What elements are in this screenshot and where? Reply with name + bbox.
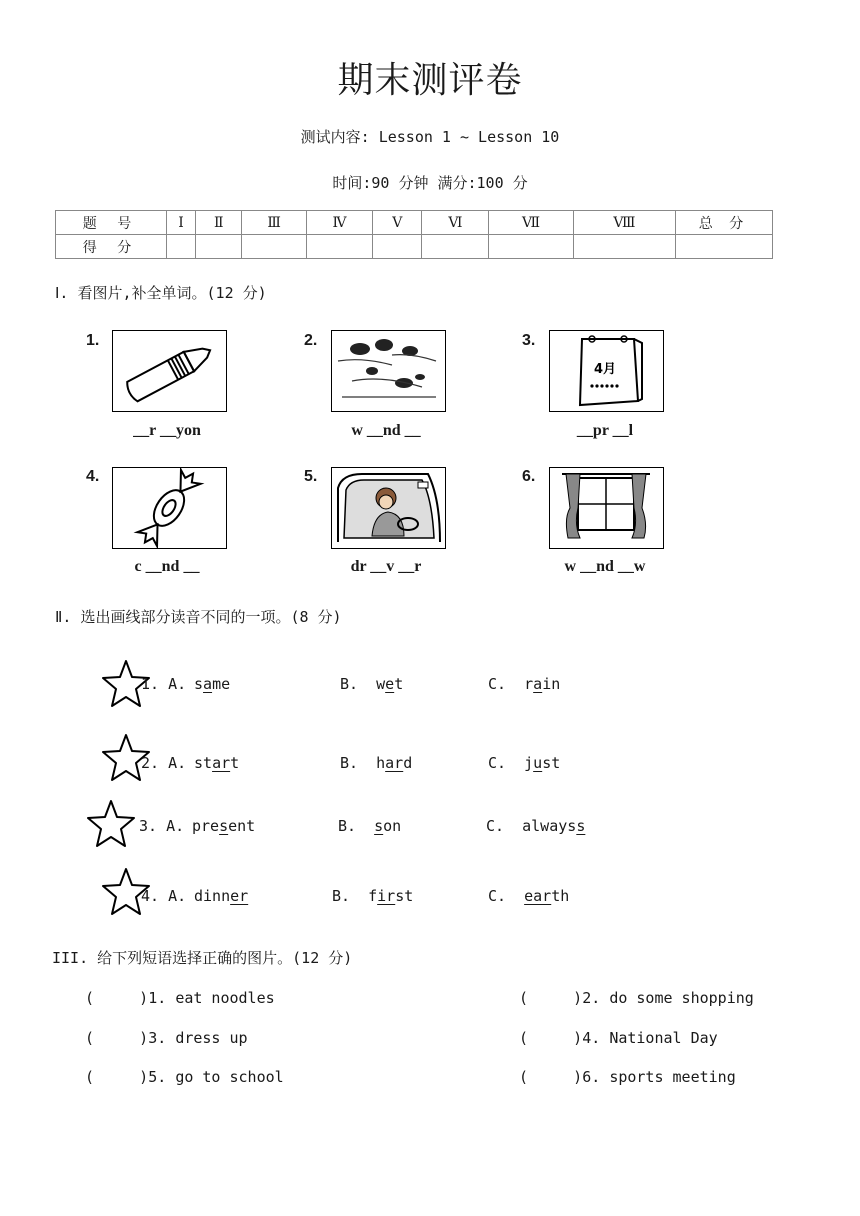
q4-option-a[interactable]: dinner <box>194 887 249 905</box>
col-3: Ⅲ <box>242 211 306 235</box>
header-label: 题 号 <box>56 211 167 235</box>
q4-stem: 4. A. <box>141 887 187 905</box>
q3-option-a[interactable]: present <box>192 817 256 835</box>
item-word: w __nd __w <box>564 558 646 575</box>
calendar-month-text: 4月 <box>594 362 617 377</box>
q3-option-b[interactable]: B. son <box>338 817 402 835</box>
q1-option-a[interactable]: same <box>194 675 231 693</box>
driver-icon <box>332 468 445 548</box>
section-3-heading: III. 给下列短语选择正确的图片。(12 分) <box>52 949 353 967</box>
col-2: Ⅱ <box>195 211 242 235</box>
q1-stem: 1. A. <box>141 675 187 693</box>
score-cell[interactable] <box>306 235 372 259</box>
q3-stem: 3. A. <box>139 817 185 835</box>
score-cell[interactable] <box>676 235 773 259</box>
q2-option-a[interactable]: start <box>194 754 240 772</box>
col-7: Ⅶ <box>489 211 573 235</box>
phrase-item[interactable]: ( )1. eat noodles <box>85 989 275 1007</box>
window-icon <box>550 468 663 548</box>
time-score-line: 时间:90 分钟 满分:100 分 <box>332 174 528 192</box>
score-cell[interactable] <box>195 235 242 259</box>
score-cell[interactable] <box>573 235 675 259</box>
phrase-item[interactable]: ( )5. go to school <box>85 1068 284 1086</box>
q2-stem: 2. A. <box>141 754 187 772</box>
item-word: c __nd __ <box>134 558 200 575</box>
item-number: 3. <box>522 332 536 349</box>
score-cell[interactable] <box>242 235 306 259</box>
section-2-heading: Ⅱ. 选出画线部分读音不同的一项。(8 分) <box>55 608 342 626</box>
score-table-score-row <box>56 235 773 259</box>
q2-option-c[interactable]: C. just <box>488 754 561 772</box>
crayon-icon <box>113 331 226 411</box>
item-word: dr __v __r <box>350 558 422 575</box>
candy-picture <box>112 467 227 549</box>
windy-icon <box>332 331 445 411</box>
score-table-header-row <box>56 211 773 235</box>
item-number: 6. <box>522 468 536 485</box>
q1-option-b[interactable]: B. wet <box>340 675 404 693</box>
col-5: Ⅴ <box>373 211 422 235</box>
item-number: 1. <box>86 332 100 349</box>
score-label: 得 分 <box>56 235 167 259</box>
calendar-picture <box>549 330 664 412</box>
phrase-item[interactable]: ( )3. dress up <box>85 1029 248 1047</box>
col-6: Ⅵ <box>422 211 489 235</box>
item-word: w __nd __ <box>351 422 421 439</box>
page-title: 期末测评卷 <box>337 60 523 101</box>
phrase-item[interactable]: ( )4. National Day <box>519 1029 718 1047</box>
q2-option-b[interactable]: B. hard <box>340 754 413 772</box>
score-cell[interactable] <box>489 235 573 259</box>
col-total: 总 分 <box>676 211 773 235</box>
calendar-icon <box>550 331 663 411</box>
item-number: 5. <box>304 468 318 485</box>
item-number: 4. <box>86 468 100 485</box>
phrase-item[interactable]: ( )6. sports meeting <box>519 1068 736 1086</box>
candy-icon <box>113 468 226 548</box>
star-icon <box>85 798 137 850</box>
item-word: __r __yon <box>133 422 201 439</box>
test-content-line: 测试内容: Lesson 1 ~ Lesson 10 <box>300 128 560 146</box>
item-word: __pr __l <box>576 422 634 439</box>
driver-picture <box>331 467 446 549</box>
score-cell[interactable] <box>167 235 196 259</box>
col-4: Ⅳ <box>306 211 372 235</box>
phrase-item[interactable]: ( )2. do some shopping <box>519 989 754 1007</box>
section-1-heading: Ⅰ. 看图片,补全单词。(12 分) <box>55 284 267 302</box>
q3-option-c[interactable]: C. alwayss <box>486 817 586 835</box>
score-table <box>55 210 773 259</box>
crayon-picture <box>112 330 227 412</box>
windy-picture <box>331 330 446 412</box>
score-cell[interactable] <box>422 235 489 259</box>
item-number: 2. <box>304 332 318 349</box>
q4-option-b[interactable]: B. first <box>332 887 414 905</box>
col-8: Ⅷ <box>573 211 675 235</box>
score-cell[interactable] <box>373 235 422 259</box>
col-1: Ⅰ <box>167 211 196 235</box>
q4-option-c[interactable]: C. earth <box>488 887 570 905</box>
q1-option-c[interactable]: C. rain <box>488 675 561 693</box>
window-picture <box>549 467 664 549</box>
